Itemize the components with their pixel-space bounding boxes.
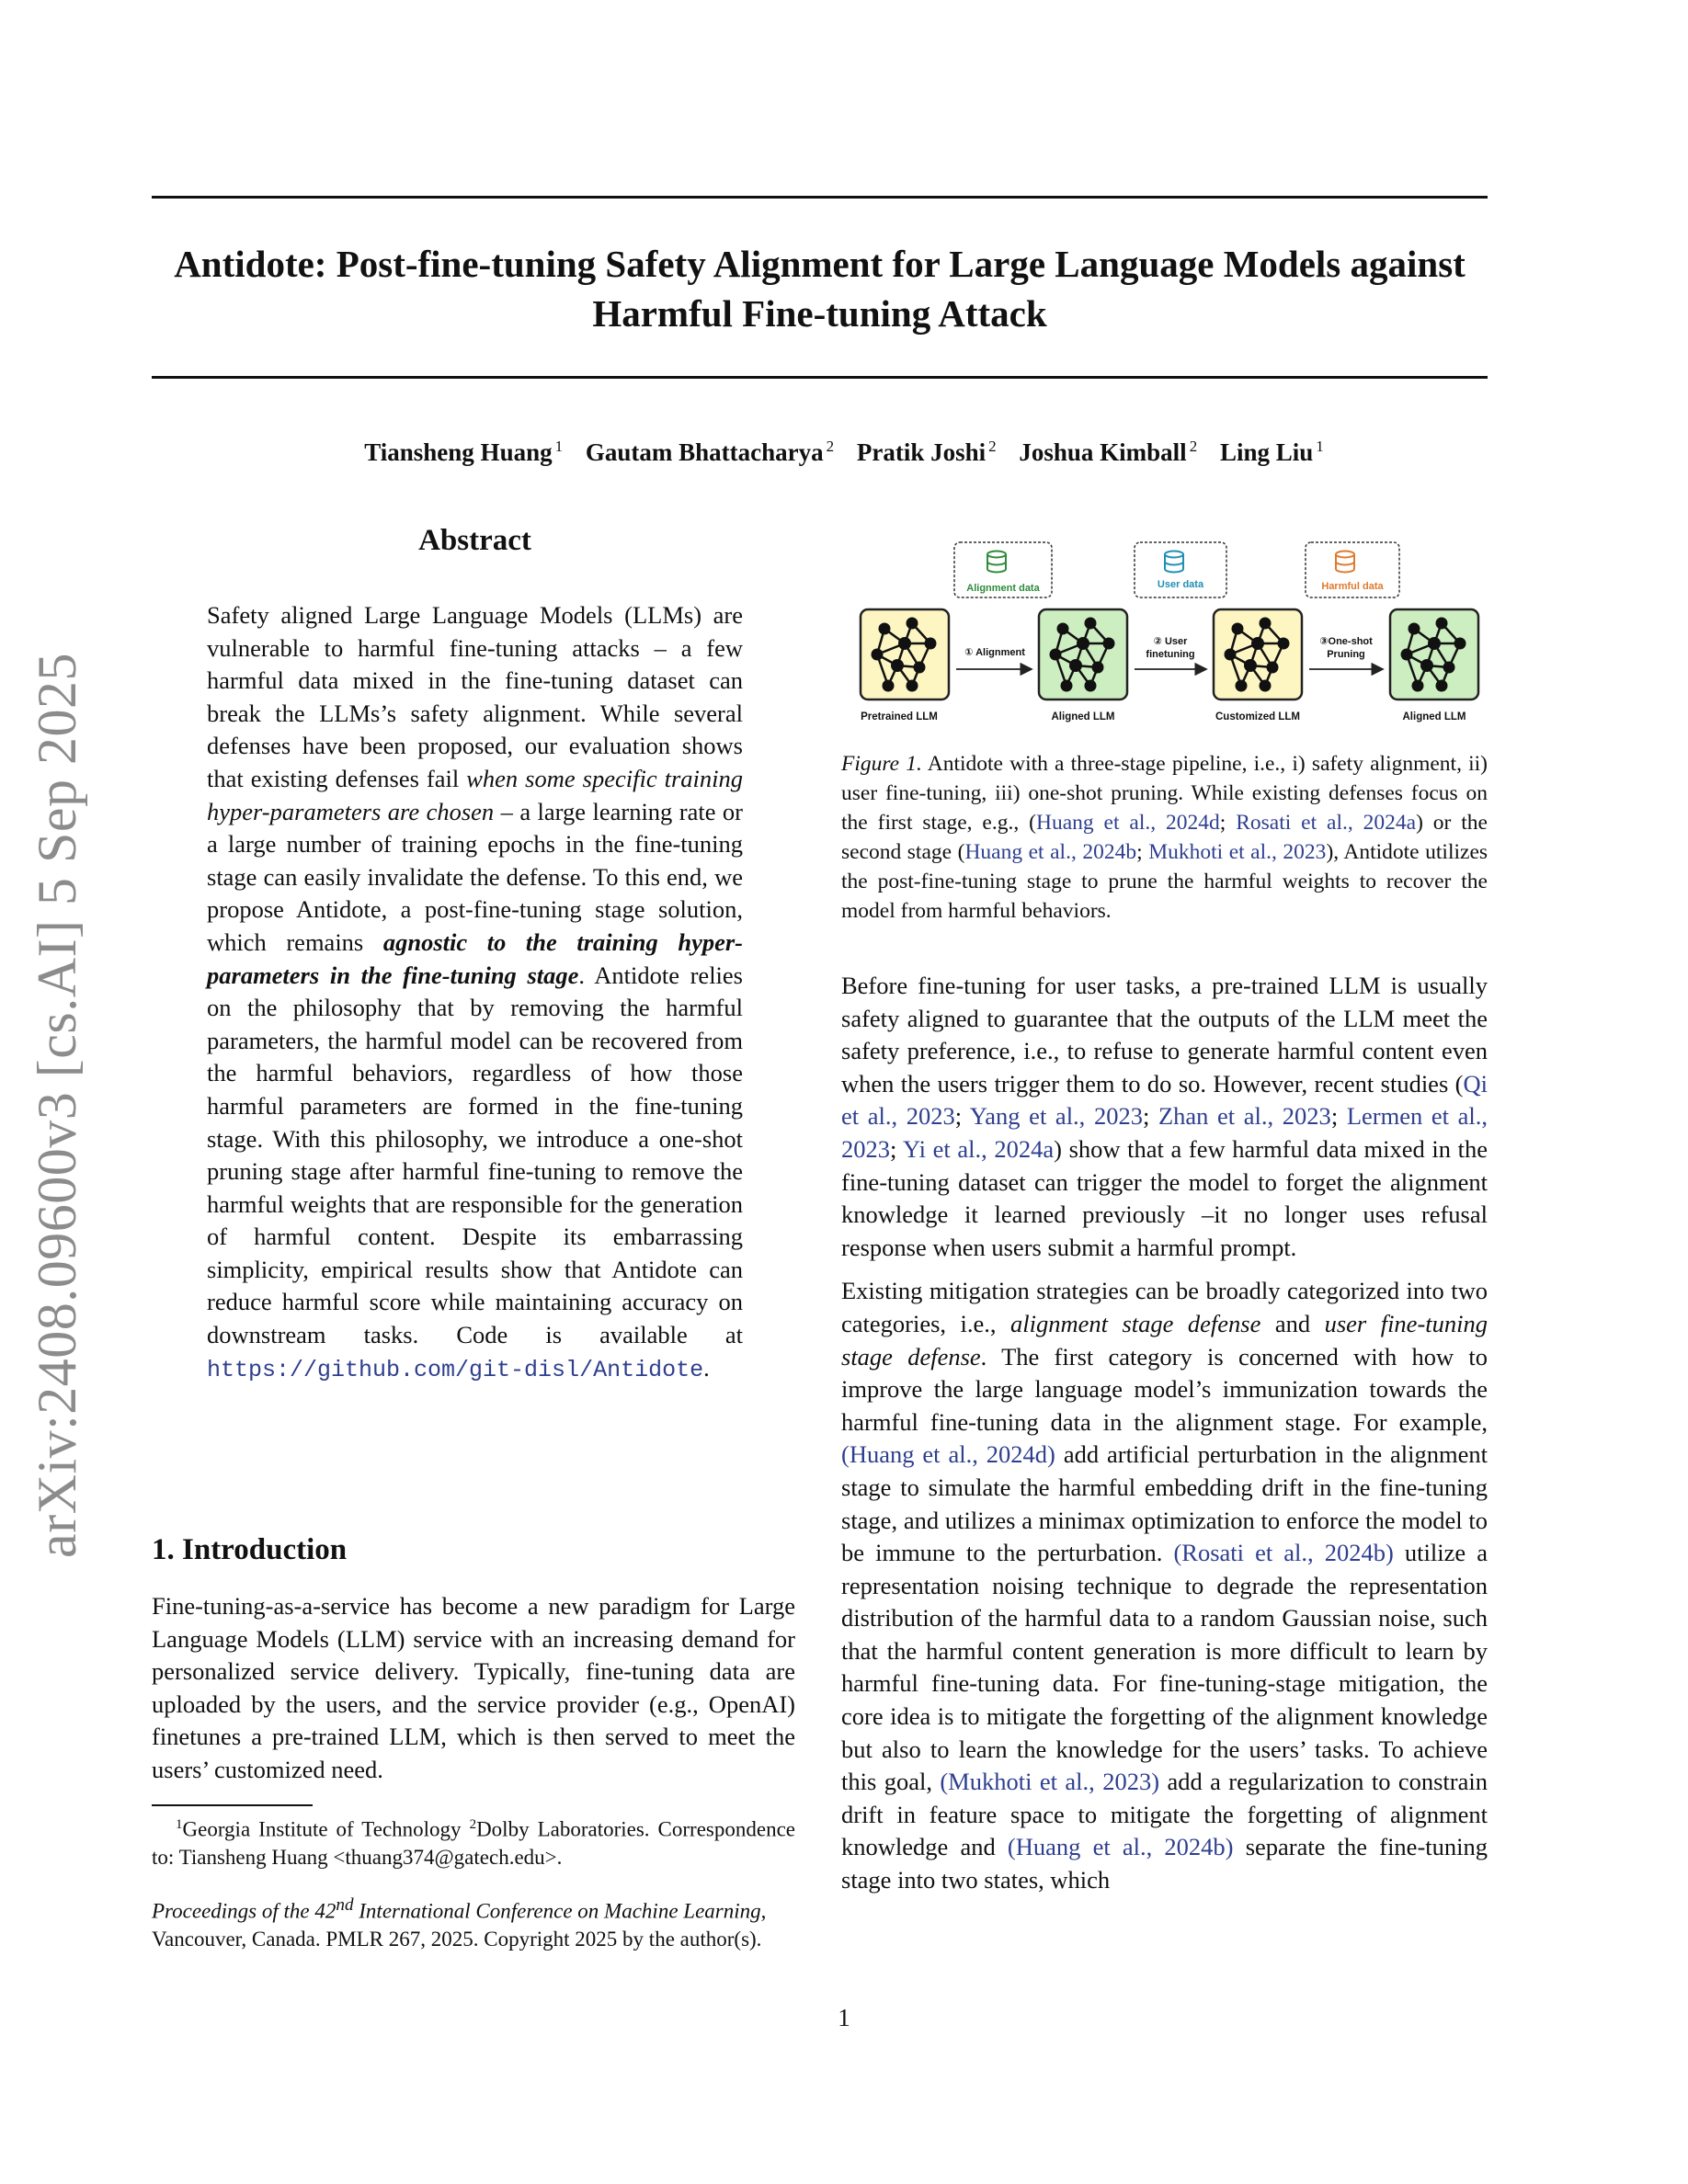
citation-link[interactable]: (Mukhoti et al., 2023) <box>940 1768 1160 1796</box>
page-number: 1 <box>838 2004 850 2031</box>
user-data-label: User data <box>1157 579 1204 590</box>
section-heading-introduction: 1. Introduction <box>152 1533 348 1566</box>
abstract-body: Safety aligned Large Language Models (LLMs) are vulnerable to harmful fine-tuning attacks – a few harmful data mixed in the fine-tuning dataset can break the LLMs’s safety alignment. While several defenses have been proposed, our evaluation shows that existing defenses fail when some specific training hyper-parameters are chosen – a large learning rate or a large number of training epochs in the fine-tuning stage can easily invalidate the defense. To this end, we propose Antidote, a post-fine-tuning stage solution, which remains agnostic to the training hyper-parameters in the fine-tuning stage. Antidote relies on the philosophy that by removing the harmful parameters, the harmful model can be recovered from the harmful behaviors, regardless of how those harmful parameters are formed in the fine-tuning stage. With this philosophy, we introduce a one-shot pruning stage after harmful fine-tuning to remove the harmful weights that are responsible for the generation of harmful content. Despite its embarrassing simplicity, empirical results show that Antidote can reduce harmful score while maintaining accuracy on downstream tasks. Code is available at https://github.com/git-disl/Antidote. <box>207 601 743 1383</box>
figure-caption: Figure 1. Antidote with a three-stage pipeline, i.e., i) safety alignment, ii) user fine-tuning, iii) one-shot pruning. While existing defenses focus on the first stage, e.g., (Huang et al., 2024d; Rosati et al., 2024a) or the second stage (Huang et al., 2024b; Mukhoti et al., 2023), Antidote utilizes the post-fine-tuning stage to prune the harmful weights to recover the model from harmful behaviors. <box>841 752 1488 923</box>
paragraph: Existing mitigation strategies can be broadly categorized into two categories, i.e., alignment stage defense and user fine-tuning stage defense. The first category is concerned with how to improve the large language model’s immunization towards the harmful fine-tuning data in the alignment stage. For example, (Huang et al., 2024d) add artificial perturbation in the alignment stage to simulate the harmful embedding drift in the fine-tuning stage, and utilizes a minimax optimization to enforce the model to be immune to the perturbation. (Rosati et al., 2024b) utilize a representation noising technique to degrade the representation distribution of the harmful data to a random Gaussian noise, such that the harmful content generation is more difficult to learn by harmful fine-tuning data. For fine-tuning-stage mitigation, the core idea is to mitigate the forgetting of the alignment knowledge but also to learn the knowledge for the users’ tasks. To achieve this goal, (Mukhoti et al., 2023) add a regularization to constrain drift in feature space to mitigate the forgetting of alignment knowledge and (Huang et al., 2024b) separate the fine-tuning stage into two states, which <box>841 1277 1488 1894</box>
title-line-2: Harmful Fine-tuning Attack <box>592 292 1047 335</box>
citation-link[interactable]: (Huang et al., 2024d) <box>841 1440 1055 1469</box>
model-label: Pretrained LLM <box>861 711 938 722</box>
step-alignment-label: ① Alignment <box>964 647 1025 658</box>
author: Pratik Joshi $^2$ <box>856 438 997 466</box>
user-data-box <box>1135 542 1226 597</box>
introduction-body: Fine-tuning-as-a-service has become a new paradigm for Large Language Models (LLM) service with an increasing demand for personalized service delivery. Typically, fine-tuning data are uploaded by the users, and the service provider (e.g., OpenAI) finetunes a pre-trained LLM, which is then served to meet the users’ customized need. <box>152 1592 795 1783</box>
footnote-affiliations: $^1$Georgia Institute of Technology $^2$Dolby Laboratories. Correspondence to: Tiansheng Huang <thuang374@gatech.edu>. <box>152 1817 795 1869</box>
model-aligned-final <box>1390 609 1478 722</box>
footnote-rule <box>152 1804 313 1806</box>
citation-link[interactable]: Huang et al., 2024b <box>964 840 1137 864</box>
model-aligned <box>1039 609 1127 722</box>
citation-link[interactable]: Lermen et al., 2023 <box>841 1102 1488 1163</box>
harmful-data-box <box>1306 542 1399 597</box>
citation-link[interactable]: Yi et al., 2024a <box>903 1134 1055 1163</box>
pipeline-figure <box>853 538 1488 731</box>
citation-link[interactable]: Rosati et al., 2024a <box>1236 811 1417 835</box>
step-user-label-1: ② User <box>1153 636 1188 647</box>
citation-link[interactable]: (Huang et al., 2024b) <box>1007 1833 1234 1861</box>
harmful-data-label: Harmful data <box>1321 581 1384 592</box>
step-pruning-label-1: ③One-shot <box>1319 636 1373 647</box>
model-label: Aligned LLM <box>1051 711 1115 722</box>
model-label: Customized LLM <box>1215 711 1300 722</box>
author: Tiansheng Huang $^1$ <box>364 438 564 466</box>
right-column-body <box>841 970 1488 1897</box>
citation-link[interactable]: Qi et al., 2023 <box>841 1069 1488 1131</box>
model-label: Aligned LLM <box>1402 711 1466 722</box>
step-user-label-2: finetuning <box>1146 649 1195 660</box>
proceedings-notice: Proceedings of the 42nd International Conference on Machine Learning, Vancouver, Canada. PMLR 267, 2025. Copyright 2025 by the author(s). <box>152 1895 767 1951</box>
model-customized <box>1214 609 1302 722</box>
model-pretrained <box>861 609 949 722</box>
title-line-1: Antidote: Post-fine-tuning Safety Alignment for Large Language Models against <box>174 243 1466 285</box>
author-list <box>0 438 1688 467</box>
citation-link[interactable]: Yang et al., 2023 <box>969 1102 1143 1131</box>
alignment-data-label: Alignment data <box>966 583 1040 594</box>
author: Joshua Kimball $^2$ <box>1019 438 1198 466</box>
author: Ling Liu $^1$ <box>1219 438 1324 466</box>
citation-link[interactable]: Mukhoti et al., 2023 <box>1148 840 1327 864</box>
author: Gautam Bhattacharya $^2$ <box>585 438 835 466</box>
citation-link[interactable]: Huang et al., 2024d <box>1035 811 1220 835</box>
paragraph: Before fine-tuning for user tasks, a pre-trained LLM is usually safety aligned to guarantee that the outputs of the LLM meet the safety preference, i.e., to refuse to generate harmful content even when the users trigger them to do so. However, recent studies (Qi et al., 2023; Yang et al., 2023; Zhan et al., 2023; Lermen et al., 2023; Yi et al., 2024a) show that a few harmful data mixed in the fine-tuning dataset can trigger the model to forget the alignment knowledge it learned previously –it no longer uses refusal response when users submit a harmful prompt. <box>841 972 1488 1261</box>
title-rule-top <box>152 196 1488 199</box>
alignment-data-box <box>954 542 1052 597</box>
code-link[interactable]: https://github.com/git-disl/Antidote <box>207 1356 704 1383</box>
abstract-heading: Abstract <box>418 524 531 557</box>
title-rule-bottom <box>152 376 1488 379</box>
paper-title <box>138 239 1501 338</box>
citation-link[interactable]: (Rosati et al., 2024b) <box>1173 1539 1394 1567</box>
arxiv-stamp: arXiv:2408.09600v3 [cs.AI] 5 Sep 2025 <box>27 652 87 1558</box>
step-pruning-label-2: Pruning <box>1327 649 1365 660</box>
citation-link[interactable]: Zhan et al., 2023 <box>1158 1102 1331 1131</box>
